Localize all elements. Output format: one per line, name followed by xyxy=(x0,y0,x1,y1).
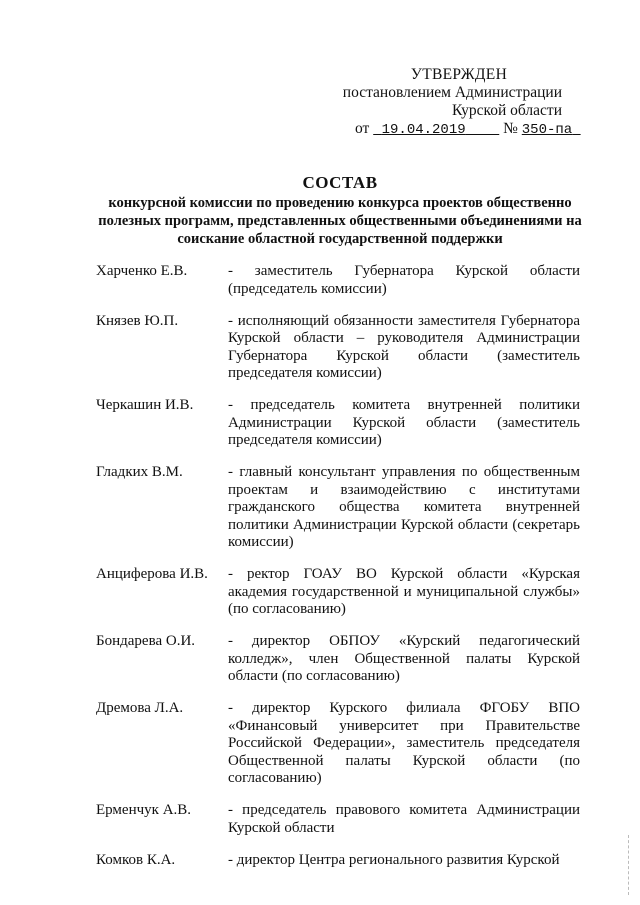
document-heading xyxy=(90,172,590,248)
member-role: - директор Центра регионального развития Курской xyxy=(228,851,560,868)
approval-line-1: постановлением Администрации xyxy=(342,84,562,101)
approval-number: 350-па xyxy=(521,122,573,138)
number-prefix: № xyxy=(503,120,518,137)
member-row xyxy=(96,397,580,450)
member-role: - ректор ГОАУ ВО Курской области «Курская академия государственной и муниципальной службы» (по согласованию) xyxy=(228,566,580,617)
document-title: СОСТАВ xyxy=(302,173,378,192)
member-name: Анциферова И.В. xyxy=(96,566,208,582)
member-name: Черкашин И.В. xyxy=(96,397,194,413)
member-role: - председатель комитета внутренней политики Администрации Курской области (заместитель председателя комиссии) xyxy=(228,397,580,448)
member-role: - исполняющий обязанности заместителя Губернатора Курской области – руководителя Администрации Губернатора Курской области (заместитель председателя комиссии) xyxy=(228,312,580,381)
approval-date-line xyxy=(355,120,580,139)
member-row xyxy=(96,700,580,788)
approval-title: УТВЕРЖДЕН xyxy=(410,66,508,83)
member-name: Ерменчук А.В. xyxy=(96,802,192,818)
scan-edge-mark xyxy=(628,835,630,895)
member-row xyxy=(96,852,580,870)
member-row xyxy=(96,802,580,837)
member-name: Князев Ю.П. xyxy=(96,312,179,329)
member-role: - директор Курского филиала ФГОБУ ВПО «Финансовый университет при Правительстве Российской Федерации», заместитель председателя Общественной палаты Курской области (по согласованию) xyxy=(228,700,580,786)
member-name: Гладких В.М. xyxy=(96,464,183,480)
member-row xyxy=(96,566,580,619)
member-name: Харченко Е.В. xyxy=(96,263,188,279)
member-role: - главный консультант управления по общественным проектам и взаимодействию с институтами гражданского общества комитета внутренней политики Администрации Курской области (секретарь комиссии) xyxy=(228,464,580,550)
approval-date: 19.04.2019 xyxy=(381,122,466,138)
member-row xyxy=(96,313,580,383)
member-role: - председатель правового комитета Администрации Курской области xyxy=(228,802,580,836)
document-subtitle: конкурсной комиссии по проведению конкурса проектов общественно полезных программ, представленных общественными объединениями на соискание областной государственной поддержки xyxy=(98,195,582,247)
member-role: - директор ОБПОУ «Курский педагогический колледж», член Общественной палаты Курской области (по согласованию) xyxy=(228,633,580,684)
member-name: Дремова Л.А. xyxy=(96,700,184,716)
member-role: - заместитель Губернатора Курской области (председатель комиссии) xyxy=(228,263,580,297)
member-row xyxy=(96,633,580,686)
member-name: Комков К.А. xyxy=(96,851,176,868)
approval-block xyxy=(300,66,580,139)
date-prefix: от xyxy=(355,120,370,137)
members-list xyxy=(96,263,580,884)
approval-line-2: Курской области xyxy=(451,102,562,119)
member-row xyxy=(96,263,580,298)
member-row xyxy=(96,464,580,552)
member-name: Бондарева О.И. xyxy=(96,633,196,649)
